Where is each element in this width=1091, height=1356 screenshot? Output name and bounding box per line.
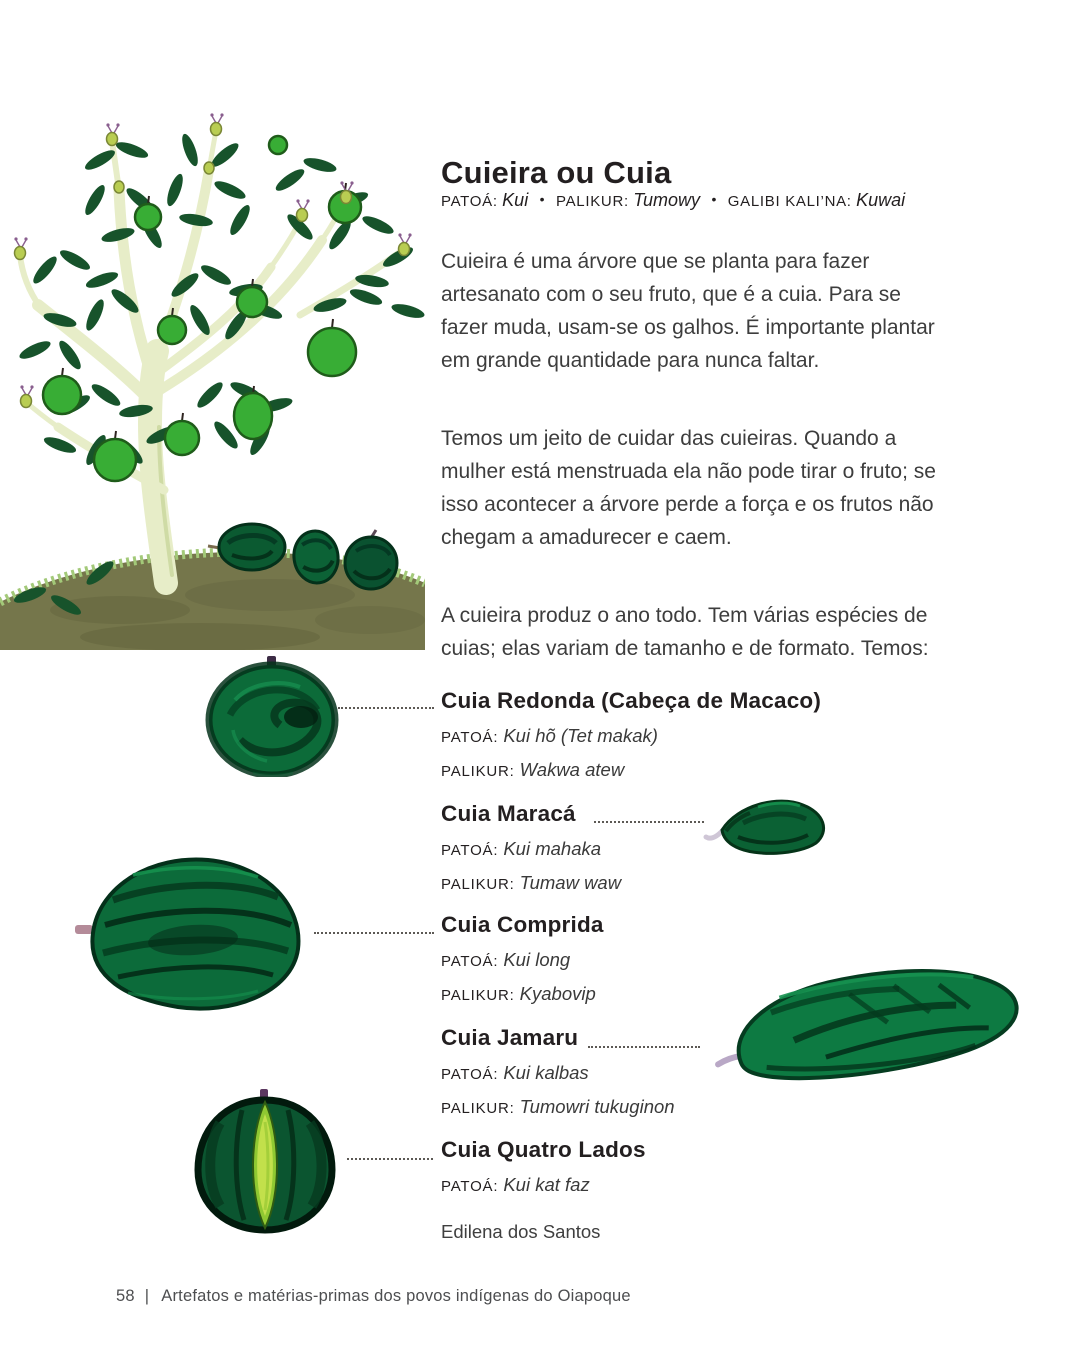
lang-label-patoa: PATOÁ: — [441, 193, 498, 210]
entry-label: PALIKUR: — [441, 987, 515, 1004]
body-paragraph-1: Cuieira é uma árvore que se planta para fazer artesanato com o seu fruto, que é a cuia. Para se fazer muda, usam-se os galhos. É importante plantar em grande quantidade para nunca faltar. — [441, 250, 935, 372]
gourd-stem — [75, 925, 93, 934]
page-title — [441, 155, 671, 191]
language-entry — [441, 1062, 961, 1084]
entry-value: Wakwa atew — [519, 759, 625, 780]
leader-line-redonda — [338, 707, 434, 709]
entry-label: PATOÁ: — [441, 842, 499, 859]
body-paragraph-2: Temos um jeito de cuidar das cuieiras. Quando a mulher está menstruada ela não pode tirar o fruto; se isso acontecer a árvore perde a força e os frutos não chegam a amadurecer e caem. — [441, 427, 936, 549]
entry-value: Kui hõ (Tet makak) — [503, 725, 658, 746]
language-entry — [441, 949, 961, 971]
language-entry — [441, 872, 961, 894]
language-entry — [441, 759, 961, 781]
leader-line-quatro — [347, 1158, 433, 1160]
cuia-redonda-gourd-illustration — [205, 655, 340, 777]
footer-divider: | — [144, 1287, 150, 1305]
page-number: 58 — [116, 1287, 135, 1305]
language-names-line — [441, 190, 905, 211]
lang-value-galibi: Kuwai — [856, 190, 906, 210]
cuieira-tree-illustration — [0, 105, 425, 650]
entry-value: Kyabovip — [519, 983, 596, 1004]
language-entry — [441, 838, 961, 860]
body-paragraph-3: A cuieira produz o ano todo. Tem várias espécies de cuias; elas variam de tamanho e de formato. Temos: — [441, 604, 929, 660]
section-heading: Cuia Quatro Lados — [441, 1137, 646, 1162]
section-heading: Cuia Comprida — [441, 912, 604, 937]
section-cuia-comprida — [441, 912, 961, 1017]
entry-label: PALIKUR: — [441, 763, 515, 780]
footer-text: Artefatos e matérias-primas dos povos indígenas do Oiapoque — [161, 1287, 631, 1305]
entry-value: Kui mahaka — [503, 838, 602, 859]
entry-label: PATOÁ: — [441, 1178, 499, 1195]
lang-value-palikur: Tumowy — [633, 190, 700, 210]
page-footer — [116, 1287, 631, 1306]
entry-value: Tumaw waw — [519, 872, 622, 893]
cuia-quatro-lados-gourd-illustration — [190, 1088, 340, 1236]
language-entry — [441, 983, 961, 1005]
section-heading: Cuia Jamaru — [441, 1025, 579, 1050]
language-entry — [441, 1096, 961, 1118]
section-cuia-redonda — [441, 688, 961, 793]
leader-line-comprida — [314, 932, 434, 934]
entry-value: Kui kat faz — [503, 1174, 590, 1195]
title-word-cuia: Cuia — [603, 154, 672, 190]
section-cuia-maraca — [441, 801, 961, 906]
section-cuia-quatro-lados — [441, 1137, 961, 1208]
lang-value-patoa: Kui — [502, 190, 529, 210]
section-heading: Cuia Maracá — [441, 801, 576, 826]
entry-value: Kui kalbas — [503, 1062, 589, 1083]
language-entry — [441, 1174, 961, 1196]
entry-label: PATOÁ: — [441, 729, 499, 746]
illustration-credit: Edilena dos Santos — [441, 1221, 601, 1242]
entry-label: PALIKUR: — [441, 876, 515, 893]
entry-value: Kui long — [503, 949, 571, 970]
entry-value: Tumowri tukuginon — [519, 1096, 675, 1117]
section-cuia-jamaru — [441, 1025, 961, 1130]
entry-label: PATOÁ: — [441, 1066, 499, 1083]
section-heading: Cuia Redonda (Cabeça de Macaco) — [441, 688, 822, 713]
bullet-separator: • — [711, 191, 717, 207]
entry-label: PALIKUR: — [441, 1100, 515, 1117]
bullet-separator: • — [539, 191, 545, 207]
lang-label-galibi: GALIBI KALI’NA: — [727, 193, 852, 210]
lang-label-palikur: PALIKUR: — [556, 193, 629, 210]
cuia-comprida-gourd-illustration — [73, 845, 313, 1017]
title-connector: ou — [547, 154, 604, 190]
entry-label: PATOÁ: — [441, 953, 499, 970]
language-entry — [441, 725, 961, 747]
title-word-cuieira: Cuieira — [441, 154, 548, 190]
